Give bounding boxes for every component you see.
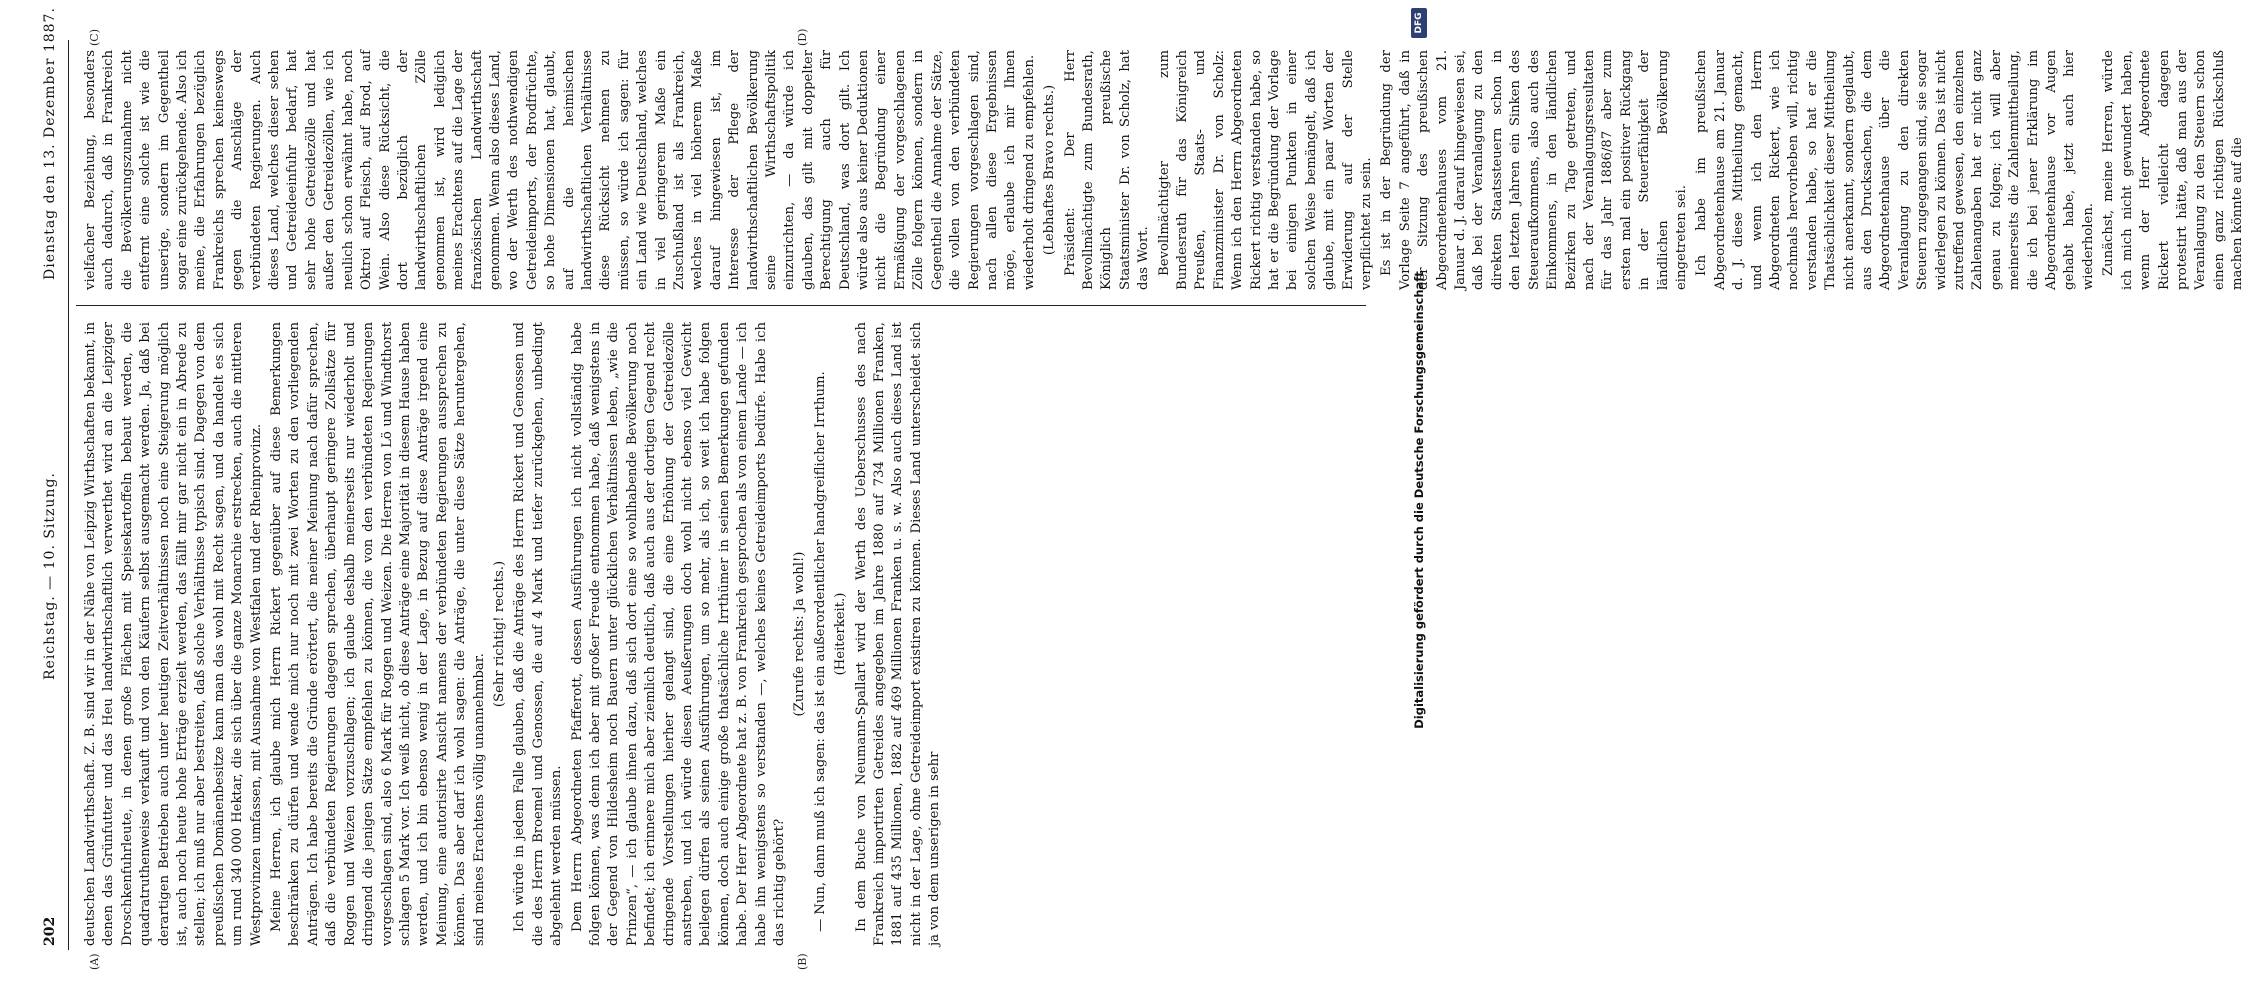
digitization-credit: Digitalisierung gefördert durch die Deutsche Forschungsgemeinschaft <box>1412 271 1426 729</box>
dfg-logo <box>1411 8 1427 38</box>
margin-letter-d: (D) <box>796 28 809 46</box>
paragraph: Dem Herrn Abgeordneten Pfafferott, dessen Ausführungen ich nicht vollständig habe folgen können, was denn ich aber mit großer Freude entnommen habe, daß wenigstens in der Gegend von Hildesheim noch Bauern unter glücklichen Verhältnissen leben, „wie die Prinzen“, — ich glaube ihnen dazu, daß sich dort eine so wohlhabende Bevölkerung noch befindet; ich erinnere mich aber ziemlich deutlich, daß auch aus der dortigen Gegend recht dringende Vorstellungen hierher gelangt sind, die eine Erhöhung der Getreidezölle anstreben, und ich würde diesen Aeußerungen doch wohl nicht ebenso viel Gewicht beilegen dürfen als seinen Ausführungen, um so mehr, als ich, so weit ich habe folgen können, doch auch einige große thatsächliche Irrthümer in seinen Bemerkungen gefunden habe. Der Herr Abgeordnete hat z. B. von Frankreich gesprochen als von einem Lande — ich habe ihn wenigstens so verstanden —, welches keines Getreideimports bedürfe. Habe ich das richtig gehört? <box>569 322 788 946</box>
paragraph: deutschen Landwirthschaft. Z. B. sind wir in der Nähe von Leipzig Wirthschaften bekannt, in denen das Grünfutter und das Heu landwirthschaftlich verwerthet wird an die Leipziger Droschkenfuhrleute, in denen große Flächen mit Speisekartoffeln bebaut werden, die quadratruthenweise verkauft und von den Käufern selbst ausgemacht werden. Ja, daß bei derartigen Betrieben auch unter heutigen Zeitverhältnissen noch eine Steigerung möglich ist, auch noch heute hohe Erträge erzielt werden, das fällt mir gar nicht ein in Abrede zu stellen; ich muß nur aber bestreiten, daß solche Verhältnisse typisch sind. Dagegen von dem preußischen Domänenbesitze kann man das wohl mit Recht sagen, und da handelt es sich um rund 340 000 Hektar, die sich über die ganze Monarchie erstrecken, auch die mittleren Westprovinzen umfassen, mit Ausnahme von Westfalen und der Rheinprovinz. <box>83 322 264 946</box>
page-number: 202 <box>42 916 58 946</box>
margin-letter-c: (C) <box>88 29 101 46</box>
paragraph: Es ist in der Begründung der Vorlage Seite 7 angeführt, daß in der Sitzung des preußischen Abgeordnetenhauses vom 21. Januar d. J. darauf hingewiesen sei, daß bei der Veranlagung zu den direkten Staatssteuern schon in den letzten Jahren ein Sinken des Steueraufkommens, also auch des Einkommens, in den ländlichen Bezirken zu Tage getreten, und nach der Veranlagungsresultaten für das Jahr 1886/87 aber zum ersten mal ein positiver Rückgang in der Steuerfähigkeit der ländlichen Bevölkerung eingetreten sei. <box>1379 50 1689 290</box>
left-column <box>82 322 1350 946</box>
paragraph: Ich würde in jedem Falle glauben, daß die Anträge des Herrn Rickert und Genossen und die des Herrn Broemel und Genossen, die auf 4 Mark und tiefer zurückgehen, unbedingt abgelehnt werden müssen. <box>512 322 565 946</box>
header-rule <box>68 40 69 950</box>
speaker-paragraph: Bevollmächtigter zum Bundesrath für das Königreich Preußen, Staats- und Finanzminister Dr. von Scholz: Wenn ich den Herrn Abgeordneten Rickert richtig verstanden habe, so hat er die Begründung der Vorlage bei einigen Punkten in einer solchen Weise bemängelt, daß ich glaube, mit ein paar Worten der Erwiderung auf der Stelle verpflichtet zu sein. <box>1156 50 1375 290</box>
paragraph: — Nun, dann muß ich sagen: das ist ein außerordentlicher handgreiflicher Irrthum. <box>812 371 828 932</box>
speaker-paragraph: Präsident: Der Herr Bevollmächtigte zum Bundesrath, Königlich preußische Staatsminister Dr. von Scholz, hat das Wort. <box>1062 50 1152 290</box>
digitization-sidebar <box>1408 8 1430 992</box>
paragraph: Meine Herren, ich glaube mich Herrn Rickert gegenüber auf diese Bemerkungen beschränken zu dürfen und wende mich nur noch mit zwei Worten zu den vorliegenden Anträgen. Ich habe bereits die Gründe erörtert, die meiner Meinung nach dafür sprechen, daß die verbündeten Regierungen dagegen sprechen, überhaupt geringere Zollsätze für Roggen und Weizen vorzuschlagen; ich glaube deshalb meinerseits nur wiederholt und dringend die jenigen Sätze empfehlen zu können, die von den verbündeten Regierungen vorgeschlagen sind, also 6 Mark für Roggen und Weizen. Die Herren von Lö und Windthorst schlagen 5 Mark vor. Ich weiß nicht, ob diese Anträge eine Majorität in diesem Hause haben werden, und ich bin ebenso wenig in der Lage, in Bezug auf diese Anträge irgend eine Meinung, eine autorisirte Ansicht namens der verbündeten Regierungen aussprechen zu können. Das aber darf ich wohl sagen: die Anträge, die unter diese Sätze heruntergehen, sind meines Erachtens völlig unannehmbar. <box>269 322 487 946</box>
paragraph: Ich habe im preußischen Abgeordnetenhause am 21. Januar d. J. diese Mittheilung gemacht, und wenn ich den Herrn Abgeordneten Rickert, wie ich nochmals hervorheben will, richtig verstanden habe, so hat er die Thatsächlichkeit dieser Mittheilung nicht anerkannt, sondern geglaubt, aus den Drucksachen, die dem Abgeordnetenhause über die Veranlagung zu den direkten Steuern zugegangen sind, sie sogar widerlegen zu können. Das ist nicht zutreffend gewesen, den einzelnen Zahlenangaben hat er nicht ganz genau zu folgen; ich will aber meinerseits die Zahlenmittheilung, die ich bei jener Erklärung im Abgeordnetenhause vor Augen gehabt habe, jetzt auch hier wiederholen. <box>1694 49 2096 290</box>
interjection: (Zurufe rechts: Ja wohl!) <box>792 551 808 717</box>
margin-letter-a: (A) <box>88 953 101 970</box>
running-header-date: Dienstag den 13. Dezember 1887. <box>42 7 58 280</box>
paragraph: Zunächst, meine Herren, würde ich mich nicht gewundert haben, wenn der Herr Abgeordnete Rickert vielleicht dagegen protestirt hätte, daß man aus der Veranlagung zu den Steuern schon einen ganz richtigen Rückschluß machen könnte auf die <box>2101 50 2246 290</box>
interjection: (Heiterkeit.) <box>833 592 849 676</box>
right-column <box>82 49 2246 290</box>
interjection: (Sehr richtig! rechts.) <box>491 560 507 708</box>
margin-letter-b: (B) <box>796 953 809 970</box>
paragraph: vielfacher Beziehung, besonders auch dadurch, daß in Frankreich die Bevölkerungszunahme nicht entfernt eine solche ist wie die unserige, sondern im Gegentheil sogar eine zurückgehende. Also ich meine, die Erfahrungen bezüglich Frankreichs sprechen keineswegs gegen die Anschläge der verbündeten Regierungen. Auch dieses Land, welches dieser sehen und Getreideeinfuhr bedarf, hat sehr hohe Getreidezölle und hat außer den Getreidezöllen, wie ich neulich schon erwähnt habe, noch Oktroi auf Fleisch, auf Brod, auf Wein. Also diese Rücksicht, die dort bezüglich der landwirthschaftlichen Zölle genommen ist, wird lediglich meines Erachtens auf die Lage der französischen Landwirthschaft genommen. Wenn also dieses Land, wo der Werth des nothwendigen Getreideimports, der Brodfrüchte, so hohe Dimensionen hat, glaubt, auf die heimischen landwirthschaftlichen Verhältnisse diese Rücksicht nehmen zu müssen, so würde ich sagen: für ein Land wie Deutschland, welches in viel geringerem Maße ein Zuschußland ist als Frankreich, welches in viel höherem Maße darauf hingewiesen ist, im Interesse der Pflege der landwirthschaftlichen Bevölkerung seine Wirthschaftspolitik einzurichten, — da würde ich glauben, das gilt mit doppelter Berechtigung auch für Deutschland, was dort gilt. Ich würde also aus keiner Deduktionen nicht die Begründung einer Ermäßigung der vorgeschlagenen Zölle folgern können, sondern in Gegentheil die Annahme der Sätze, die vollen von den verbündeten Regierungen vorgeschlagen sind, nach allen diese Ergebnissen möge, erlaube ich mir Ihnen wiederholt dringend zu empfehlen. <box>83 50 1037 290</box>
dfg-logo-text: DFG <box>1414 12 1424 34</box>
paragraph: In dem Buche von Neumann-Spallart wird der Werth des Ueberschusses des nach Frankreich importirten Getreides angegeben im Jahre 1880 auf 734 Millionen Franken, 1881 auf 435 Millionen, 1882 auf 469 Millionen Franken u. s. w. Also auch dieses Land ist nicht in der Lage, ohne Getreideimport existiren zu können. Dieses Land unterscheidet sich ja von dem unserigen in sehr <box>853 322 943 946</box>
column-divider <box>76 305 1366 306</box>
interjection: (Lebhaftes Bravo rechts.) <box>1042 84 1058 256</box>
running-header-session: Reichstag. — 10. Sitzung. <box>42 472 58 680</box>
